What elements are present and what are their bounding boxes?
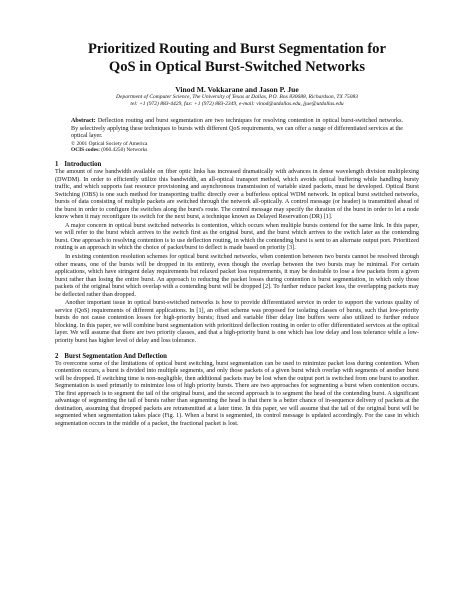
intro-paragraph-3: In existing contention resolution schemes for optical burst switched networks, when contention between two bursts cannot be resolved through other means, one of the bursts will be dropped in its entirety, even though the overlap between the two bursts may be minimal. For certain applications, which have stringent delay requirements but relaxed packet loss requirements, it may be desirable to lose a few packets from a given burst rather than losing the entire burst. An approach to reducing the packet losses during contention is burst segmentation, in which only those packets of the original burst which overlap with a contending burst will be dropped [2]. To further reduce packet loss, the overlapping packets may be deflected rather than dropped. xyxy=(55,253,419,298)
ocis-codes xyxy=(71,147,419,154)
abstract xyxy=(71,118,403,141)
intro-paragraph-1: The amount of raw bandwidth available on fiber optic links has increased dramatically with advances in dense wavelength division multiplexing (DWDM). In order to efficiently utilize this bandwidth, an all-optical transport method, which avoids optical buffering while handling bursty traffic, and which supports fast resource provisioning and asynchronous transmission of variable sized packets, must be developed. Optical Burst Switching (OBS) is one such method for transporting traffic directly over a bufferless optical WDM network. In optical burst switched networks, bursts of data consisting of multiple packets are switched through the network all-optically. A control message (or header) is transmitted ahead of the burst in order to configure the switches along the burst's route. The control message may specify the duration of the burst in order to let a node know when it may reconfigure its switch for the next burst, a technique known as Delayed Reservation (DR) [1]. xyxy=(55,168,419,221)
intro-paragraph-2: A major concern in optical burst switched networks is contention, which occurs when multiple bursts contend for the same link. In this paper, we will refer to the burst which arrives to the switch first as the original burst, and the burst which arrives to the switch later as the contending burst. One approach to resolving contention is to use deflection routing, in which the contending burst is sent to an alternate output port. Prioritized routing is an approach in which the choice of packet/burst to deflect is made based on priority [3]. xyxy=(55,222,419,252)
abstract-label: Abstract: xyxy=(71,118,96,124)
copyright-notice: © 2001 Optical Society of America xyxy=(71,140,148,147)
section-number: 1 xyxy=(55,160,59,168)
abstract-text: Deflection routing and burst segmentation are two techniques for resolving contention in optical burst-switched networks. By selectively applying these techniques to bursts with different QoS requirements, we can offer a range of differentiated services at the optical layer. xyxy=(71,118,403,140)
author-list: Vinod M. Vokkarane and Jason P. Jue xyxy=(175,85,299,94)
title-line-2: QoS in Optical Burst-Switched Networks xyxy=(108,59,366,75)
ocis-label: OCIS codes: xyxy=(71,147,100,154)
section-title: Introduction xyxy=(64,160,102,168)
affiliation: Department of Computer Science, The University of Texas at Dallas, P.O. Box 830688, Richardson, TX 75083 xyxy=(116,94,358,100)
ocis-text: (060.4250) Networks xyxy=(101,147,148,154)
intro-paragraph-4: Another important issue in optical burst-switched networks is how to provide differentiated service in order to support the various quality of service (QoS) requirements of different applications. In [1], an offset scheme was proposed for isolating classes of bursts, such that low-priority bursts do not cause contention losses for high-priority bursts; fixed and variable fiber delay line buffers were also utilized to further reduce blocking. In this paper, we will combine burst segmentation with prioritized deflection routing in order to offer differentiated services at the optical layer. We will assume that there are two priority classes, and that a high-priority burst is one which has low delay and loss tolerance while a low-priority burst has higher level of delay and loss tolerance. xyxy=(55,300,419,344)
contact-info: tel: +1 (972) 883-4429, fax: +1 (972) 883-2349, e-mail: vinod@utdallas.edu, jjue@utdallas.edu xyxy=(130,101,344,107)
section-title: Burst Segmentation And Deflection xyxy=(64,352,167,360)
title-line-1: Prioritized Routing and Burst Segmentation for xyxy=(88,41,386,57)
section-number: 2 xyxy=(55,352,59,360)
segmentation-paragraph-1: To overcome some of the limitations of optical burst switching, burst segmentation can be used to minimize packet loss during contention. When contention occurs, a burst is divided into multiple segments, and only those packets of a given burst which overlap with segments of another burst will be dropped. If switching time is non-negligible, then additional packets may be lost when the output port is switched from one burst to another. Segmentation is used primarily to minimize loss of high priority bursts. There are two approaches for segmenting a burst when contention occurs. The first approach is to segment the tail of the original burst, and the second approach is to segment the head of the contending burst. A significant advantage of segmenting the tail of bursts rather than segmenting the head is that there is a better chance of in-sequence delivery of packets at the destination, assuming that dropped packets are retransmitted at a later time. In this paper, we will assume that the tail of the original burst will be segmented when segmentation takes place (Fig. 1). When a burst is segmented, its control message is updated accordingly. For the case in which segmentation occurs in the middle of a packet, the fractional packet is lost. xyxy=(55,360,419,427)
section-heading-burst-segmentation xyxy=(55,353,419,361)
paper-title xyxy=(55,40,419,76)
section-heading-introduction xyxy=(55,161,419,169)
